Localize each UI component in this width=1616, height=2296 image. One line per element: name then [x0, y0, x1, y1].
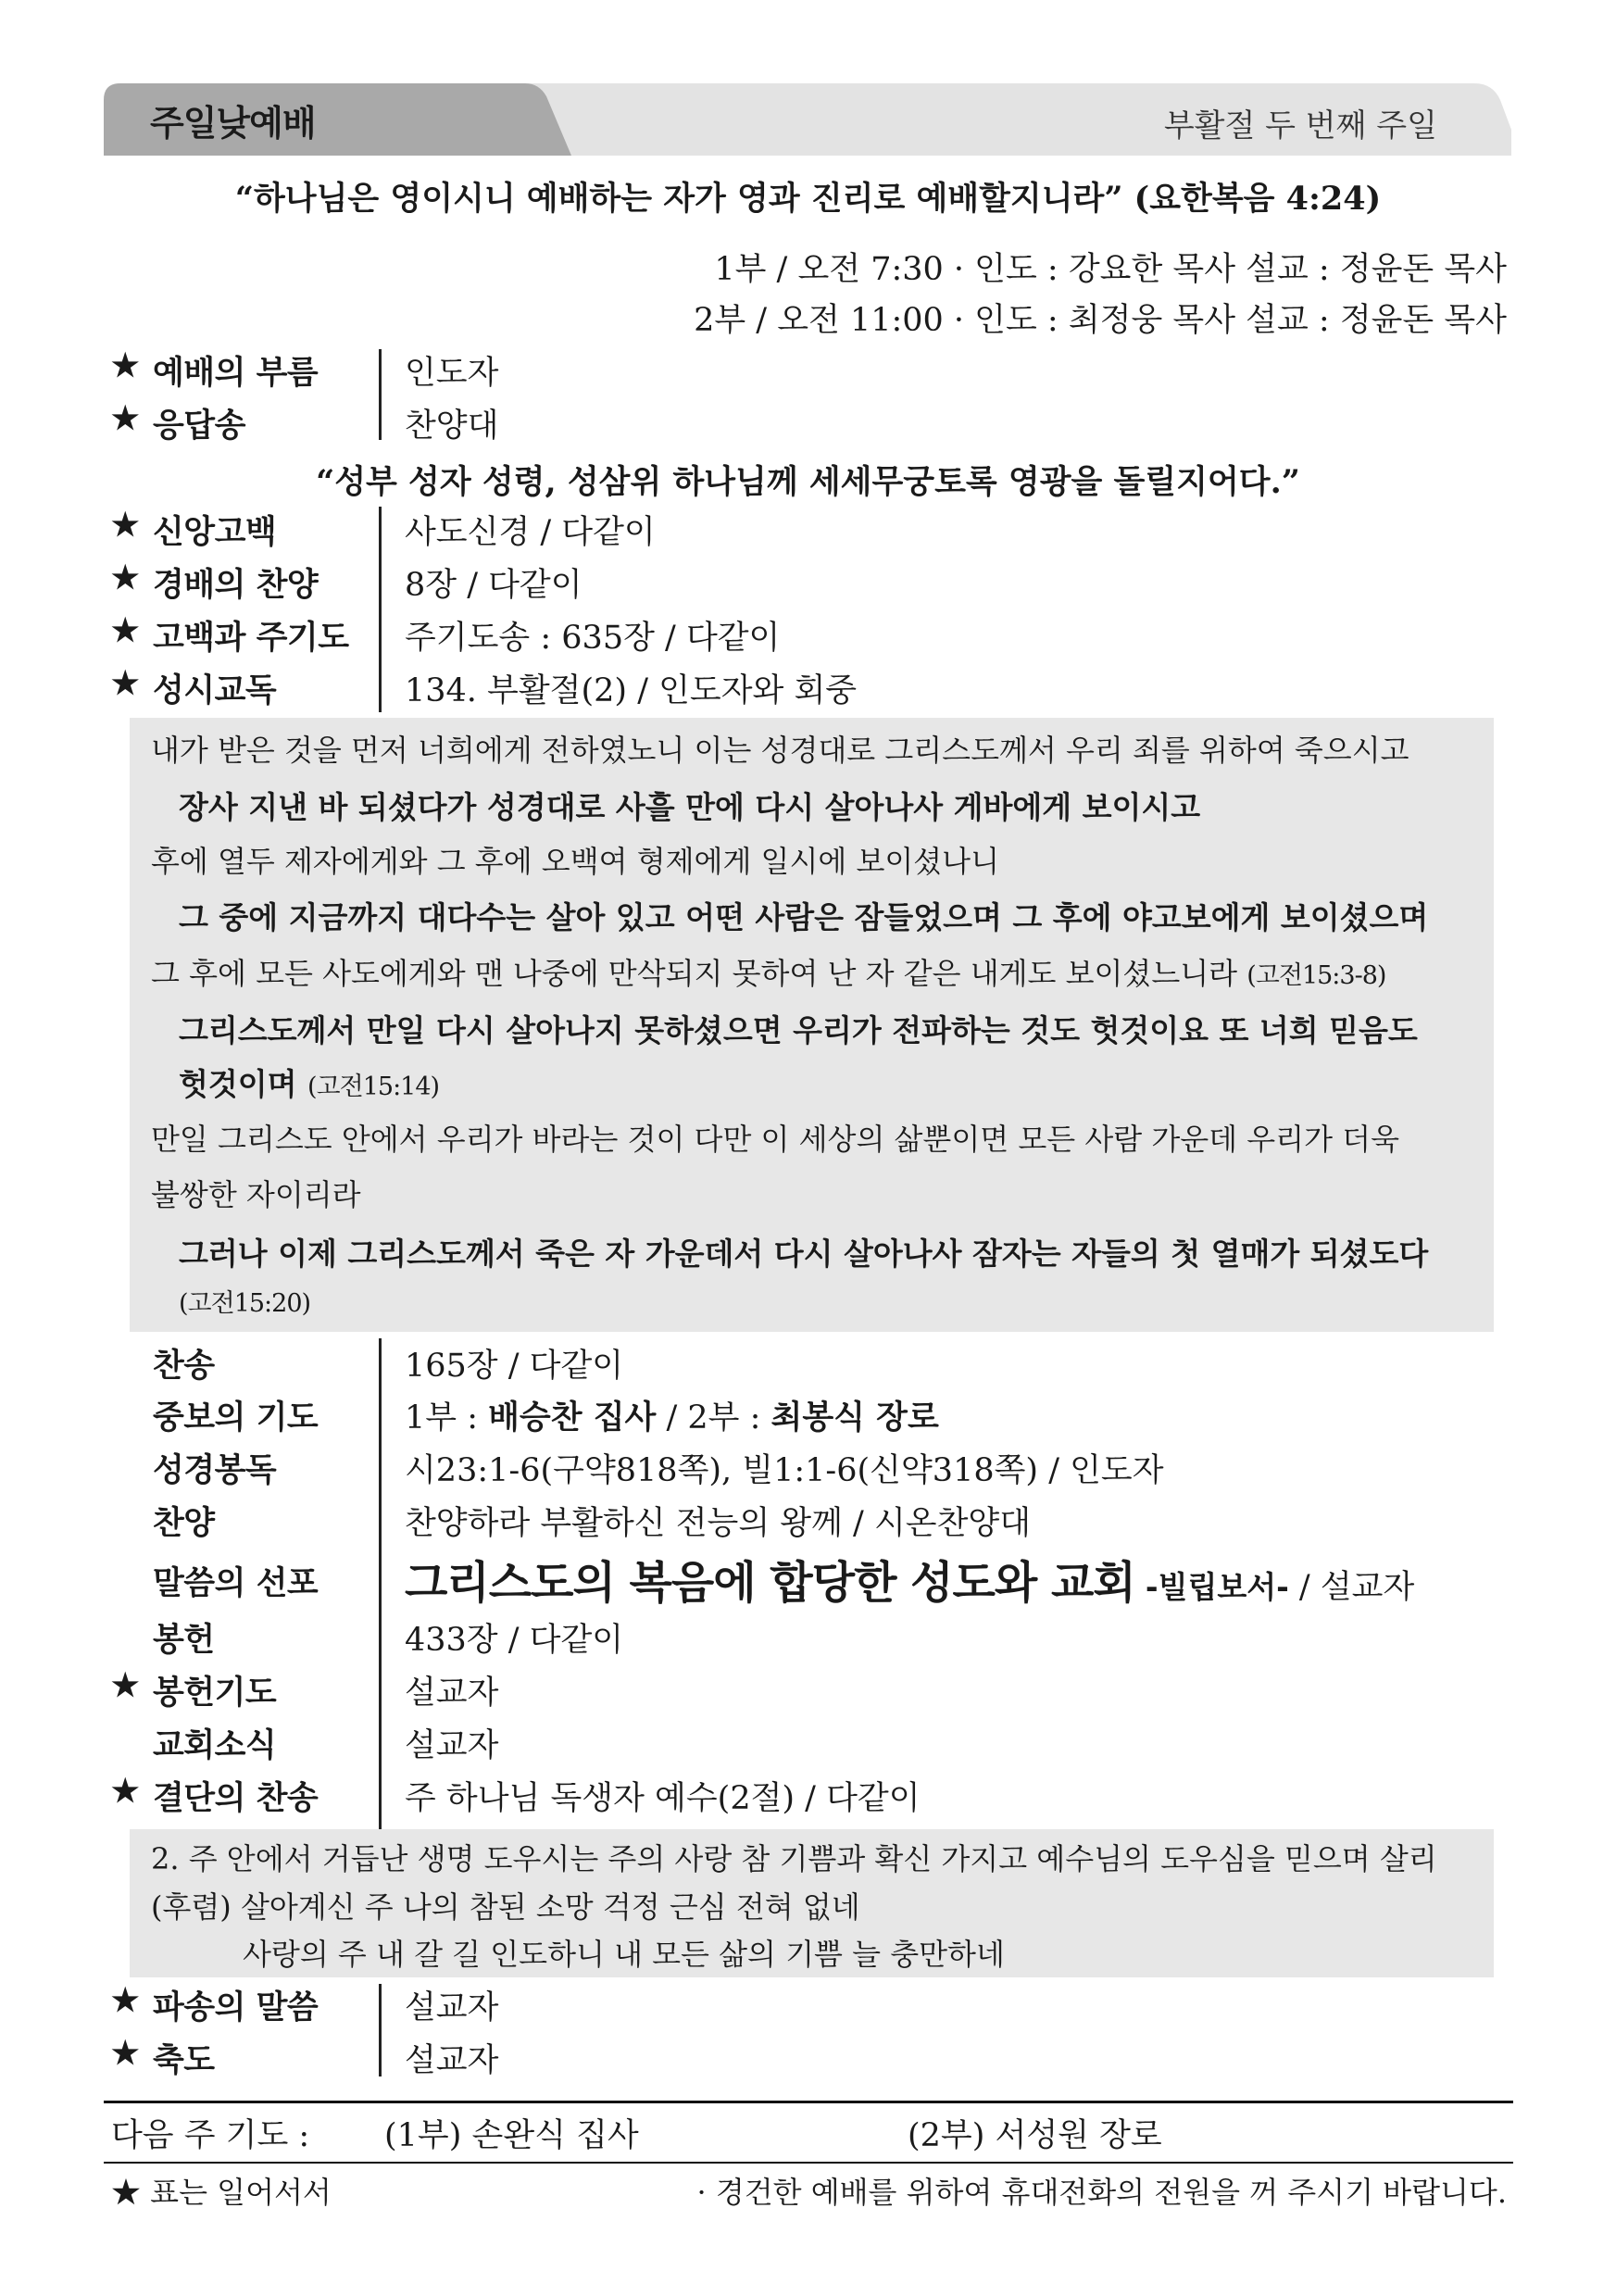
reading-line-congregation: 그러나 이제 그리스도께서 죽은 자 가운데서 다시 살아나사 잠자는 자들의 첫 열매가 되셨도다 — [179, 1236, 1429, 1272]
order-label: 신앙고백 — [153, 514, 277, 551]
response-quote: “성부 성자 성령, 성삼위 하나님께 세세무궁토록 영광을 돌릴지어다.” — [316, 463, 1300, 501]
reading-line-congregation: 그리스도께서 만일 다시 살아나지 못하셨으면 우리가 전파하는 것도 헛것이요 또 너희 믿음도 — [179, 1012, 1418, 1048]
order-label: 성경봉독 — [153, 1452, 277, 1489]
order-label: 파송의 말씀 — [153, 1989, 319, 2026]
order-label: 응답송 — [153, 408, 245, 445]
sermon-suffix: / 설교자 — [1288, 1569, 1415, 1606]
order-label: 교회소식 — [153, 1727, 277, 1764]
reading-line-congregation: 장사 지낸 바 되셨다가 성경대로 사흘 만에 다시 살아나사 게바에게 보이시고 — [179, 789, 1201, 825]
order-value: 설교자 — [405, 1675, 499, 1712]
order-item-call-to-worship — [0, 347, 1616, 395]
phone-notice: · 경건한 예배를 위하여 휴대전화의 전원을 꺼 주시기 바랍니다. — [696, 2175, 1507, 2210]
theme-verse: “하나님은 영이시니 예배하는 자가 영과 진리로 예배할지니라” (요한복음 4:24) — [234, 180, 1382, 218]
standing-star-icon: ★ — [111, 1667, 140, 1704]
order-value: 찬양하라 부활하신 전능의 왕께 / 시온찬양대 — [405, 1505, 1032, 1542]
header-bar — [104, 83, 1511, 156]
lyrics-line: 사랑의 주 내 갈 길 인도하니 내 모든 삶의 기쁨 늘 충만하네 — [243, 1937, 1005, 1972]
footer-rule-top — [104, 2101, 1513, 2103]
scripture-reference: (고전15:20) — [179, 1289, 311, 1318]
next-prayer-2: (2부) 서성원 장로 — [908, 2117, 1162, 2154]
service-time-2: 2부 / 오전 11:00 · 인도 : 최정웅 목사 설교 : 정윤돈 목사 — [694, 302, 1507, 339]
order-label: 봉헌기도 — [153, 1675, 277, 1712]
service-time-1: 1부 / 오전 7:30 · 인도 : 강요한 목사 설교 : 정윤돈 목사 — [714, 251, 1507, 288]
order-item-confession-lords-prayer — [0, 612, 1616, 660]
order-item-intercessory-prayer — [0, 1392, 1616, 1440]
order-item-hymn — [0, 1340, 1616, 1388]
order-item-church-news — [0, 1720, 1616, 1768]
lyrics-line: (후렴) 살아계신 주 나의 참된 소망 걱정 근심 전혀 없네 — [151, 1889, 860, 1925]
reading-line-leader: 불쌍한 자이리라 — [151, 1177, 361, 1212]
order-label: 찬송 — [153, 1348, 215, 1385]
prayer-leader-1: 배승찬 집사 — [488, 1399, 657, 1437]
order-value: 인도자 — [405, 355, 499, 392]
order-label: 예배의 부름 — [153, 355, 319, 392]
reading-line-congregation — [179, 1283, 310, 1319]
standing-star-icon: ★ — [111, 665, 140, 702]
order-item-sermon — [0, 1550, 1616, 1608]
order-value: 165장 / 다같이 — [405, 1348, 624, 1385]
order-item-responsive-reading — [0, 665, 1616, 713]
order-item-offering — [0, 1614, 1616, 1662]
order-value: 찬양대 — [405, 408, 499, 445]
reading-line-congregation: 그 중에 지금까지 대다수는 살아 있고 어떤 사람은 잠들었으며 그 후에 야고보에게 보이셨으며 — [179, 899, 1429, 935]
scripture-reference: (고전15:14) — [307, 1073, 440, 1101]
order-value: 134. 부활절(2) / 인도자와 회중 — [405, 672, 858, 709]
value-part: 1부 : — [405, 1399, 489, 1437]
standing-star-icon: ★ — [111, 1982, 140, 2019]
order-value: 433장 / 다같이 — [405, 1622, 624, 1659]
order-value: 주 하나님 독생자 예수(2절) / 다같이 — [405, 1780, 921, 1817]
scripture-reference: (고전15:3-8) — [1246, 961, 1386, 990]
reading-line-leader: 만일 그리스도 안에서 우리가 바라는 것이 다만 이 세상의 삶뿐이면 모든 사람 가운데 우리가 더욱 — [151, 1122, 1399, 1157]
order-item-creed — [0, 507, 1616, 555]
order-label: 말씀의 선포 — [153, 1565, 319, 1602]
reading-text: 그 후에 모든 사도에게와 맨 나중에 만삭되지 못하여 난 자 같은 내게도 보이셨느니라 — [151, 956, 1238, 991]
standing-star-icon: ★ — [111, 612, 140, 649]
order-label: 봉헌 — [153, 1622, 215, 1659]
order-value: 설교자 — [405, 1989, 499, 2026]
standing-note: ★ 표는 일어서서 — [111, 2175, 332, 2210]
order-item-sending-word — [0, 1982, 1616, 2030]
order-value: 설교자 — [405, 2042, 499, 2079]
standing-star-icon: ★ — [111, 559, 140, 596]
order-label: 고백과 주기도 — [153, 620, 349, 657]
sermon-book: -빌립보서- — [1145, 1569, 1289, 1605]
prayer-leader-2: 최봉식 장로 — [770, 1399, 939, 1437]
order-value: 주기도송 : 635장 / 다같이 — [405, 620, 781, 657]
sermon-title: 그리스도의 복음에 합당한 성도와 교회 — [405, 1557, 1135, 1609]
order-item-offering-prayer — [0, 1667, 1616, 1715]
order-item-scripture-reading — [0, 1445, 1616, 1493]
next-prayer-label: 다음 주 기도 : — [111, 2117, 310, 2154]
footer-rule-bottom — [104, 2162, 1513, 2164]
order-value: 사도신경 / 다같이 — [405, 514, 656, 551]
order-label: 경배의 찬양 — [153, 567, 319, 604]
page-title: 주일낮예배 — [150, 103, 316, 144]
order-label: 축도 — [153, 2042, 215, 2079]
order-label: 성시교독 — [153, 672, 277, 709]
order-label: 중보의 기도 — [153, 1399, 319, 1437]
reading-line-leader: 후에 열두 제자에게와 그 후에 오백여 형제에게 일시에 보이셨나니 — [151, 844, 1000, 879]
lyrics-line: 2. 주 안에서 거듭난 생명 도우시는 주의 사랑 참 기쁨과 확신 가지고 예수님의 도우심을 믿으며 살리 — [151, 1841, 1437, 1876]
order-value — [405, 1392, 939, 1438]
order-item-benediction — [0, 2035, 1616, 2083]
standing-star-icon: ★ — [111, 2035, 140, 2072]
order-label: 찬양 — [153, 1505, 215, 1542]
order-item-choir — [0, 1498, 1616, 1546]
standing-star-icon: ★ — [111, 400, 140, 437]
order-item-response-song — [0, 400, 1616, 448]
reading-line-leader — [151, 950, 1385, 993]
value-part: / 2부 : — [656, 1399, 771, 1437]
reading-text: 헛것이며 — [179, 1066, 297, 1102]
standing-star-icon: ★ — [111, 347, 140, 384]
page-subtitle: 부활절 두 번째 주일 — [1163, 107, 1437, 144]
reading-line-leader: 내가 받은 것을 먼저 너희에게 전하였노니 이는 성경대로 그리스도께서 우리 죄를 위하여 죽으시고 — [151, 733, 1409, 768]
standing-star-icon: ★ — [111, 1773, 140, 1810]
standing-star-icon: ★ — [111, 507, 140, 544]
order-value: 8장 / 다같이 — [405, 567, 583, 604]
next-prayer-1: (1부) 손완식 집사 — [384, 2117, 639, 2154]
reading-line-congregation — [179, 1060, 439, 1104]
order-label: 결단의 찬송 — [153, 1780, 319, 1817]
order-item-praise — [0, 559, 1616, 608]
order-value — [405, 1547, 1414, 1611]
order-value: 설교자 — [405, 1727, 499, 1764]
order-value: 시23:1-6(구약818쪽), 빌1:1-6(신약318쪽) / 인도자 — [405, 1452, 1164, 1489]
order-item-decision-hymn — [0, 1773, 1616, 1821]
